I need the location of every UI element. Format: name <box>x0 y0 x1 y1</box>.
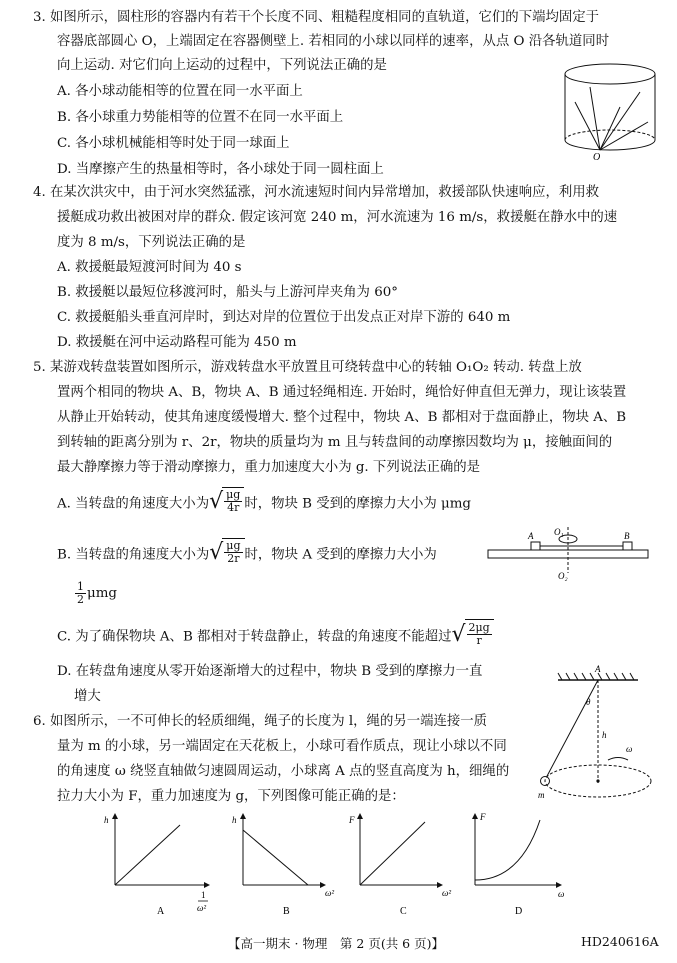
q6-graph-c-caption: C <box>400 906 407 917</box>
q4-option-d: D. 救援艇在河中运动路程可能为 450 m <box>57 335 297 350</box>
q5-stem-line4: 到转轴的距离分别为 r、2r，物块的质量均为 m 且与转盘间的动摩擦因数均为 μ，接触面间的 <box>57 435 613 450</box>
q5-b-ans-num: 1 <box>77 580 84 593</box>
q4-stem-line1: 4. 在某次洪灾中，由于河水突然猛涨，河水流速短时间内异常增加，救援部队快速响应，利用救 <box>33 185 600 200</box>
q6-graph-a-xlabel-num: 1 <box>201 890 206 900</box>
q5-fig-label-b: B <box>624 531 630 541</box>
q5-b-ans-post: μmg <box>87 586 117 601</box>
q3-option-c: C. 各小球机械能相等时处于同一球面上 <box>57 136 290 151</box>
q5-option-a <box>57 487 471 519</box>
q5-b-sqrt: √ $\frac{\mu g}{2r}$ <box>209 538 244 567</box>
q4-option-b: B. 救援艇以最短位移渡河时，船头与上游河岸夹角为 60° <box>57 285 398 300</box>
q4-option-c: C. 救援艇船头垂直河岸时，到达对岸的位置位于出发点正对岸下游的 640 m <box>57 310 511 325</box>
q5-option-d-line1: D. 在转盘角速度从零开始逐渐增大的过程中，物块 B 受到的摩擦力一直 <box>57 664 483 679</box>
q6-fig-label-m: m <box>538 790 545 800</box>
q5-c-pre: C. 为了确保物块 A、B 都相对于转盘静止，转盘的角速度不能超过 <box>57 629 452 645</box>
q5-c-sqrt: √ $\frac{2\mu g}{r}$ <box>451 619 493 650</box>
q5-stem-line1: 5. 某游戏转盘装置如图所示，游戏转盘水平放置且可绕转盘中心的转轴 O₁O₂ 转动. 转盘上放 <box>33 360 582 375</box>
q3-stem-line2: 容器底部圆心 O，上端固定在容器侧壁上. 若相同的小球以同样的速率，从点 O 沿各轨道同时 <box>57 34 610 49</box>
q5-c-den: r <box>476 634 482 647</box>
q5-c-num: 2μg <box>468 621 490 634</box>
q6-stem-line1: 6. 如图所示，一不可伸长的轻质细绳，绳子的长度为 l，绳的另一端连接一质 <box>33 714 488 729</box>
q5-b-answer <box>74 580 117 608</box>
q6-graph-d-xlabel: ω <box>558 889 565 899</box>
q5-stem-line2: 置两个相同的物块 A、B，物块 A、B 通过轻绳相连. 开始时，绳恰好伸直但无弹力，现让该装置 <box>57 385 627 400</box>
q5-b-ans-den: 2 <box>77 593 84 606</box>
q6-fig-label-theta: θ <box>586 697 591 707</box>
q5-turntable-figure <box>488 527 648 579</box>
q3-option-b: B. 各小球重力势能相等的位置不在同一水平面上 <box>57 110 344 125</box>
q5-option-b <box>57 538 437 570</box>
q5-b-num: μg <box>226 539 241 552</box>
q5-stem-line3: 从静止开始转动，使其角速度缓慢增大. 整个过程中，物块 A、B 都相对于盘面静止，物块 A、B <box>57 410 627 425</box>
q6-graph-d <box>460 810 570 920</box>
q6-graph-a-ylabel: h <box>104 815 109 825</box>
page-footer: 【高一期末 · 物理 第 2 页(共 6 页)】 <box>228 936 444 951</box>
q6-graph-a <box>100 810 210 920</box>
q3-option-d: D. 当摩擦产生的热量相等时，各小球处于同一圆柱面上 <box>57 162 384 177</box>
q6-graph-a-caption: A <box>157 906 165 917</box>
q3-cylinder-figure <box>560 62 660 162</box>
q4-option-a: A. 救援艇最短渡河时间为 40 s <box>57 260 242 275</box>
q5-fig-label-a: A <box>528 531 534 541</box>
q6-graph-c-xlabel: ω² <box>442 888 452 898</box>
q5-fig-label-o1: O₁ <box>554 527 564 537</box>
q5-stem-line5: 最大静摩擦力等于滑动摩擦力，重力加速度大小为 g. 下列说法正确的是 <box>57 460 481 475</box>
q6-graph-d-caption: D <box>515 906 523 917</box>
q6-graph-c-ylabel: F <box>349 815 355 825</box>
q5-a-den: 4r <box>227 501 240 514</box>
q3-option-a: A. 各小球动能相等的位置在同一水平面上 <box>57 84 303 99</box>
q5-b-pre: B. 当转盘的角速度大小为 <box>57 547 210 563</box>
q3-stem-line1: 3. 如图所示，圆柱形的容器内有若干个长度不同、粗糙程度相同的直轨道，它们的下端均固定于 <box>33 10 600 25</box>
q4-stem-line3: 度为 8 m/s，下列说法正确的是 <box>57 235 246 250</box>
q5-b-den: 2r <box>227 552 240 565</box>
q6-graph-c <box>345 810 455 920</box>
q5-b-post: 时，物块 A 受到的摩擦力大小为 <box>244 547 437 563</box>
q6-fig-label-h: h <box>602 730 607 740</box>
q6-graph-d-ylabel: F <box>480 812 486 822</box>
q5-option-d-line2: 增大 <box>74 689 101 704</box>
q6-graph-b-ylabel: h <box>232 815 237 825</box>
q6-stem-line2: 量为 m 的小球，另一端固定在天花板上，小球可看作质点，现让小球以不同 <box>57 739 507 754</box>
q5-a-post: 时，物块 B 受到的摩擦力大小为 μmg <box>244 496 471 512</box>
q6-stem-line3: 的角速度 ω 绕竖直轴做匀速圆周运动，小球离 A 点的竖直高度为 h，细绳的 <box>57 764 510 779</box>
q5-option-c <box>57 619 494 653</box>
q6-graph-b-caption: B <box>283 906 290 917</box>
q5-fig-label-o2: O₂ <box>558 571 568 581</box>
q3-fig-label-o: O <box>593 152 601 163</box>
q5-a-pre: A. 当转盘的角速度大小为 <box>57 496 210 512</box>
q6-conical-pendulum-figure <box>538 660 658 805</box>
q6-graph-a-xlabel-den: ω² <box>197 903 207 913</box>
q6-fig-label-a: A <box>595 664 601 674</box>
q6-fig-label-omega: ω <box>626 744 633 754</box>
q6-stem-line4: 拉力大小为 F，重力加速度为 g，下列图像可能正确的是： <box>57 789 405 804</box>
q6-graph-b <box>228 810 338 920</box>
q4-stem-line2: 援艇成功救出被困对岸的群众. 假定该河宽 240 m，河水流速为 16 m/s，救援艇在静水中的速 <box>57 210 618 225</box>
q3-stem-line3: 向上运动. 对它们向上运动的过程中，下列说法正确的是 <box>57 58 387 73</box>
q5-a-num: μg <box>226 488 241 501</box>
paper-code: HD240616A <box>581 934 659 949</box>
q5-a-sqrt: √ $\frac{\mu g}{4r}$ <box>209 487 244 516</box>
q6-graph-b-xlabel: ω² <box>325 888 335 898</box>
